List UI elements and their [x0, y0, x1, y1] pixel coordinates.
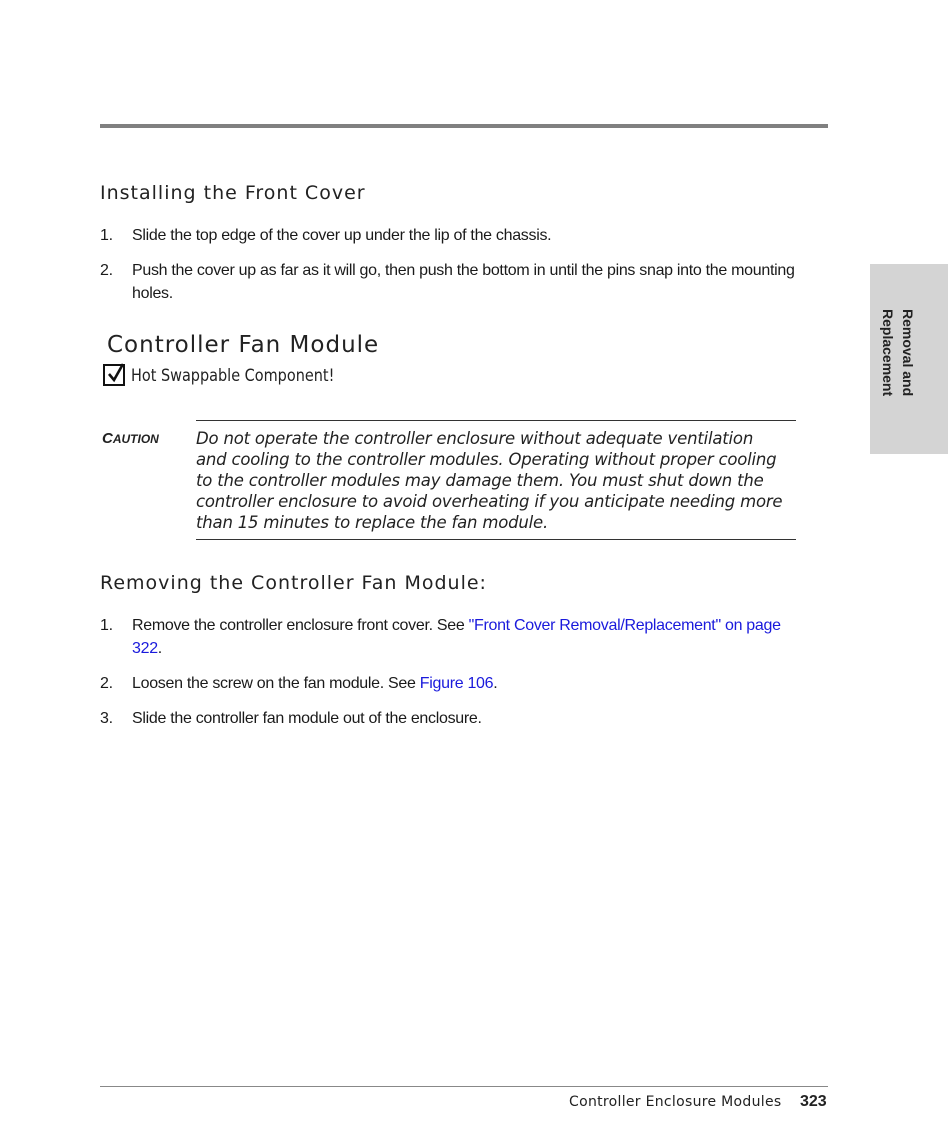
step-text: Slide the top edge of the cover up under the lip of the chassis. — [132, 227, 552, 244]
footer-title: Controller Enclosure Modules — [569, 1094, 782, 1110]
side-tab-line-2: Replacement — [880, 309, 896, 397]
caution-bottom-rule — [196, 539, 796, 540]
figure-106-link[interactable]: Figure 106 — [419, 675, 494, 692]
hot-swappable-text: Hot Swappable Component! — [131, 366, 335, 386]
step-text: Slide the controller fan module out of the enclosure. — [132, 710, 482, 727]
side-tab-label — [878, 309, 918, 396]
step-number: 3. — [100, 710, 113, 727]
step-text-end: . — [157, 640, 162, 657]
list-item — [100, 707, 800, 730]
installing-heading: Installing the Front Cover — [100, 182, 366, 204]
step-text: Loosen the screw on the fan module. See — [132, 675, 420, 692]
list-item — [100, 672, 800, 695]
bottom-rule — [100, 1086, 828, 1087]
front-cover-link[interactable]: "Front Cover Removal/Replacement" on page 322 — [132, 617, 781, 657]
checkbox-checked-icon — [103, 364, 125, 386]
caution-label — [102, 430, 159, 448]
caution-label-rest: AUTION — [112, 432, 159, 446]
page-number: 323 — [800, 1093, 827, 1110]
step-text: Remove the controller enclosure front cover. See — [132, 617, 469, 634]
removing-heading: Removing the Controller Fan Module: — [100, 572, 487, 594]
step-number: 2. — [100, 675, 113, 692]
caution-text: Do not operate the controller enclosure without adequate ventilation and cooling to the controller modules. Operating without proper cooling to the controller modules may damage them. You must shut down the controller enclosure to avoid overheating if you anticipate needing more than 15 minutes to replace the fan module. — [196, 429, 783, 532]
step-text: Push the cover up as far as it will go, then push the bottom in until the pins snap into the mounting holes. — [132, 262, 795, 302]
installing-steps — [100, 224, 800, 317]
list-item — [100, 259, 800, 305]
caution-top-rule — [196, 420, 796, 421]
fan-module-heading: Controller Fan Module — [107, 332, 380, 358]
step-number: 2. — [100, 262, 113, 279]
side-tab-line-1: Removal and — [900, 309, 916, 397]
hot-swappable-note — [103, 364, 370, 386]
top-rule — [100, 124, 828, 128]
step-number: 1. — [100, 617, 113, 634]
step-number: 1. — [100, 227, 113, 244]
step-text-end: . — [493, 675, 498, 692]
caution-label-initial: C — [102, 430, 113, 447]
list-item — [100, 224, 800, 247]
removing-steps — [100, 614, 800, 742]
list-item — [100, 614, 800, 660]
